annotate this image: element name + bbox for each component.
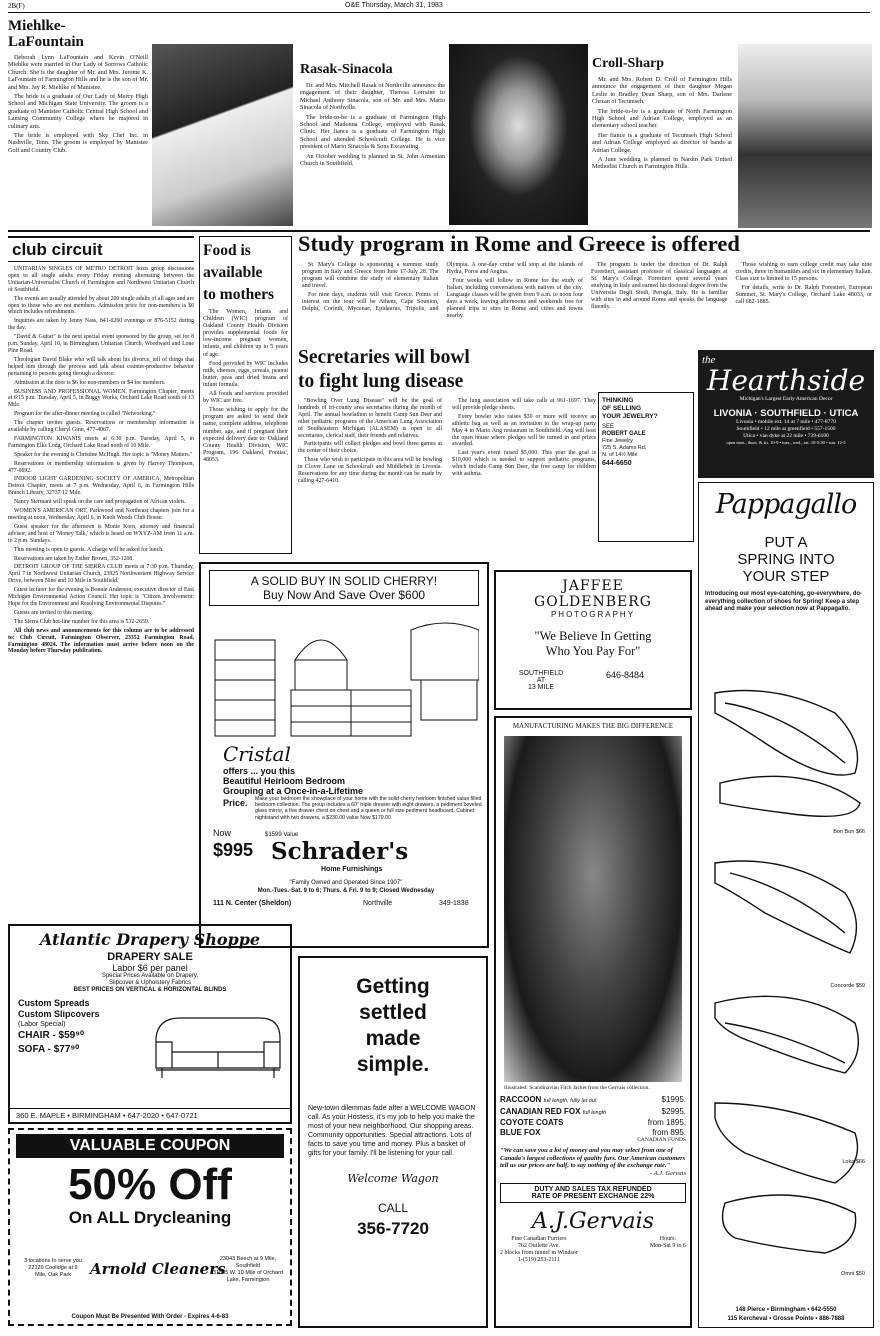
paragraph: The chapter invites guests. Reservations or membership information is available by calling Cheryl Ginn, 477-4067. (8, 420, 194, 434)
schraders-tagline: Home Furnishings (321, 866, 383, 873)
banner-line: A SOLID BUY IN SOLID CHERRY! (250, 574, 438, 588)
hours-line: Hours: (659, 1235, 677, 1242)
paragraph: Every bowler who raises $30 or more will receive an athletic bag as well as an invitation to the wrap-up party May 4 in Mario Ang restaurant in Southfield. Ang will host the open house where pledges will be turned in and prizes awarded. (452, 413, 596, 448)
store-address-block (500, 1236, 578, 1264)
ad-line: "Family Owned and Operated Since 1907" (289, 880, 403, 886)
top-rule (8, 12, 870, 13)
location-line: 23043 Beech at 9 Mile, Southfield (219, 1256, 277, 1269)
headline: Miehlke- (8, 18, 66, 34)
paragraph: All club news and announcements for this column are to be addressed to: Club Circuit, Farmington Observer, 23352 Farmington Road, Farmington 48024. The information must arrive before noon on the Monday before Thursday publication. (8, 627, 194, 655)
article-body (592, 76, 732, 171)
item-note: full length, fully let out (543, 1098, 597, 1104)
pappagallo-ad (698, 482, 874, 1328)
cristal-logo: Cristal (223, 742, 291, 766)
slogan: Who You Pay For" (545, 644, 641, 658)
location-line: 22126 Coolidge at 9 Mile, Oak Park (28, 1265, 78, 1278)
phone-number: 356-7720 (357, 1219, 429, 1238)
headline-2: LaFountain (8, 34, 84, 50)
ad-header: MANUFACTURING MAKES THE BIG DIFFERENCE (512, 722, 674, 730)
ad-body: Introducing our most eye-catching, go-everywhere, do-everything collection of shoes for Spring! Keep a step ahead and make your selection now at Pappagallo. (705, 591, 863, 612)
ad-headline (308, 974, 478, 1078)
engagement-photo (449, 44, 588, 225)
bedroom-furniture-illustration (211, 620, 479, 738)
paragraph: Admission at the door is $6 for non-members or $4 for members. (14, 379, 166, 386)
paragraph: St. Mary's College is sponsoring a summer study program in Italy and Greece from June 17-July 28. The program will combine the study of elementary Italian and travel. (302, 262, 439, 289)
item-price: $1995. (661, 1095, 686, 1104)
currency-note: CANADIAN FUNDS (637, 1137, 686, 1143)
paragraph: WOMEN'S AMERICAN ORT, Parkwood and Northeast chapters join for a meeting at noon, Wednesday, April 6, in Knob Woods Club House. (8, 508, 194, 521)
headline-line: simple. (356, 1053, 430, 1076)
call-label: CALL (377, 1201, 409, 1215)
headline: Secretaries will bowl (298, 347, 470, 368)
coupon-offer: On ALL Drycleaning (68, 1208, 232, 1227)
offer-line: Grouping at a Once-in-a-Lifetime (223, 786, 364, 796)
paragraph: DETROIT GROUP OF THE SIERRA CLUB meets at 7:30 p.m. Thursday, April 7 in Northwest Unitarian Church, 23925 Northwestern Highway Service Drive, between Nine and 10 Mile in Southfield. (8, 564, 194, 585)
paragraph: "David & Guitar" is the next special event sponsored by the group, set for 8 p.m. Sunday, April 10, in Birmingham Unitarian Church, Woodward and Lone Pine Road. (8, 334, 194, 354)
paragraph: Participants will collect pledges and bowl three games at the center of their choice. (298, 441, 442, 455)
service-line: Custom Slipcovers (18, 1009, 100, 1019)
paragraph: All foods and services provided by WIC are free. (203, 391, 288, 405)
price-row (500, 1107, 686, 1119)
sale-headline: DRAPERY SALE (107, 951, 193, 963)
article-body (8, 266, 194, 655)
sofa-price: SOFA - $77⁹⁰ (18, 1044, 80, 1055)
article-body (8, 54, 148, 154)
item-name: RACCOON (500, 1095, 542, 1104)
ad-headline: SPRING INTO (737, 551, 835, 568)
address-line: 2 blocks from tunnel in Windsor (500, 1249, 578, 1256)
hearthside-ad (698, 350, 874, 478)
sale-line: Special Prices Available on Drapery, (101, 973, 199, 979)
paragraph: Nancy Stermant will speak on the care and propagation of African violets. (14, 499, 186, 506)
paragraph: The events are usually attended by about 200 single adults of all ages and are open to those who are not members. Admission price for non-members is $6 which includes refreshments. (8, 295, 194, 316)
paragraph: A June wedding is planned in Nardin Park United Methodist Church in Farmington Hills. (592, 156, 732, 171)
ad-line: Fine Jewelry (602, 438, 633, 444)
paragraph: The program is under the direction of Dr. Ralph Forestieri, assistant professor of classical languages at St. Mary's College. Forestieri spent several years studying in Italy and earned his doctoral degree from the Universita Degli Studi, Perugia, Italy. He is familiar with sites in and around Rome and speaks the language fluently. (591, 262, 728, 310)
paragraph: Program for the after-dinner meeting is called "Networking." (14, 411, 156, 418)
store-address: 360 E. MAPLE • BIRMINGHAM • 647-2020 • 647-0721 (10, 1108, 290, 1122)
sale-line: BEST PRICES ON VERTICAL & HORIZONTAL BLINDS (73, 987, 227, 993)
atlantic-drapery-ad (8, 924, 292, 1124)
item-name: BLUE FOX (500, 1127, 541, 1137)
paragraph: Her fiance is a graduate of Tecumseh High School and Adrian College employed as director of bands at Adrian College. (592, 131, 732, 154)
studio-name: JAFFEE GOLDENBERG (534, 578, 652, 610)
item-price: from 1895. (647, 1118, 686, 1127)
studio-phone: 646-8484 (606, 670, 645, 680)
service-line: Custom Spreads (18, 998, 90, 1008)
slogan: "We Believe In Getting (534, 629, 652, 643)
studio-subtitle: PHOTOGRAPHY (550, 610, 636, 619)
ad-line: THINKING (602, 397, 634, 404)
headline-line: settled (359, 1001, 427, 1024)
paragraph: Reservations or membership information is given by Harvey Thompson, 477-0692. (8, 460, 194, 474)
paragraph: The bride-to-be is a graduate of North Farmington High School and Adrian College, employed as an elementary school teacher. (592, 107, 732, 130)
arnold-cleaners-logo: Arnold Cleaners (90, 1260, 226, 1278)
paragraph: Mr. and Mrs. Robert D. Croll of Farmington Hills announce the engagement of their daughter Megan Leslie to Bradley Dean Sharp, son of Mrs. Darlene Chrzan of Tecumseh. (592, 76, 732, 106)
coupon-locations-2 (210, 1256, 286, 1284)
store-address: 111 N. Center (Sheldon) (213, 900, 292, 907)
pappagallo-logo: Pappagallo (715, 489, 857, 520)
masthead-date: O&E Thursday, March 31, 1983 (345, 2, 443, 9)
location-line: 13 MILE (527, 684, 555, 691)
ad-line: open mon., thurs. & fri. 10-9 • tues., wed., sat. 10-5:30 • sun. 12-5 (726, 440, 846, 445)
paragraph: The bride is a graduate of Our Lady of Mercy High School and Michigan State University. The groom is a graduate of Manistee Catholic Central High School and Lansing Community College where he majored in culinary arts. (8, 93, 148, 130)
hearthside-locations: LIVONIA · SOUTHFIELD · UTICA (713, 408, 859, 419)
wedding-photo (152, 44, 293, 226)
paragraph: The lung association will take calls at 961-1697. They will provide pledge sheets. (452, 398, 596, 411)
coupon-locations (22, 1258, 84, 1279)
food-article (199, 236, 292, 554)
paragraph: Deborah Lynn LaFountain and Kevin O'Neill Miehlke were married in Our Lady of Sorrows Catholic Church. She is the daughter of Mr. and Mrs. Jerome K. LaFountain of Farmington Hills and he is the son of Mr. and Mrs. Jay R. Miehlke of Manistee. (8, 54, 148, 91)
sale-price: $995 (213, 840, 254, 860)
article-body (203, 309, 288, 464)
shoe-label: Loka $66 (842, 1159, 865, 1165)
headline-3: to mothers (203, 286, 275, 303)
ad-headline: YOUR STEP (742, 568, 830, 585)
paragraph: The bride-to-be is a graduate of Farmington High School and Madonna College, employed with Rasak Clinic. Her fiance is a graduate of Farmington High School and attended Schoolcraft College. He is vice president of Mario Sinacola & Sons Excavating. (300, 113, 445, 151)
paragraph: Last year's event raised $5,000. This year the goal is $10,000 which is needed to support pediatric programs, which include Camp Sun Deer, the free camp for children with asthma. (452, 450, 596, 478)
paragraph: Those wishing to earn college credit may take nine credits, three in humanities and six in elementary Italian. Class size is limited to 15 persons. (735, 262, 872, 282)
price-row (500, 1118, 686, 1128)
paragraph: For nine days, students will visit Greece. Points of interest on the tour will be Athens, Cape Sounion, Delphi, Corinth, Mycenae, Epidaurus, Tripolis, and Olympia. A one-day cruise will stop at the islands of Hydra, Poros and Aegina. (302, 262, 583, 312)
paragraph: Theologian David Blake who will talk about his divorce, tell of things that helped him through the process and talk about counter-productive behavior pertaining to persons going through a divorce. (8, 356, 194, 377)
chair-price: CHAIR - $59⁹⁰ (18, 1030, 84, 1041)
item-price: from 895. (652, 1127, 686, 1137)
testimonial-signature: - A.J. Gervais (650, 1169, 686, 1177)
couple-photo (738, 44, 872, 228)
sale-line: Labor $6 per panel (112, 963, 188, 973)
store-address: 115 Kercheval • Grosse Pointe • 886-7888 (727, 1316, 845, 1322)
paragraph: Guest speaker for the afternoon is Monte Korn, attorney and financial advisor, and host of 'Money Talk,' which is heard on WXYZ-AM from 11 a.m. to 2 p.m. Sundays. (8, 523, 194, 544)
hours-line: Mon-Sat 9 to 6 (649, 1242, 686, 1249)
fur-coat-photo (504, 736, 682, 1082)
testimonial: "We can save you a lot of money and you may select from one of Canada's largest collections of quality furs. Our American customers tell us our prices are half, to say nothing of the exchange rate." (500, 1147, 686, 1169)
location-line: AT (536, 677, 546, 684)
headline-2: available (203, 264, 263, 281)
ad-line: Livonia • mobile ext. 14 at 7 mile • 477-8770 (736, 419, 836, 425)
photo-caption: Illustrated: Scandinavian Fitch Jacket from the Gervais collection. (504, 1085, 650, 1091)
ad-line: 725 S. Adams Rd. (602, 445, 647, 451)
wedding-miehlke (8, 18, 148, 156)
paragraph: Guest lecturer for the evening is Bonnie Anderson, executive director of East Michigan Environmental Action Council. Her topic is "Citizen Involvement: Hope for the Environment and Resolving Environmental Disputes." (8, 587, 194, 607)
paragraph: Guests are invited to this meeting. (14, 609, 94, 616)
paragraph: UNITARIAN SINGLES OF METRO DETROIT hosts group discussions open to all single adults every Friday evening alternating between the Unitarian-Universalist Church of Farmington and Northwest Unitarian Church of Southfield. (8, 266, 194, 293)
paragraph: For details, write to Dr. Ralph Forestieri, European Summer, St. Mary's College, Orchard Lake 48033, or call 682-1885. (735, 285, 872, 305)
ad-line: Southfield • 12 mile at greenfield • 557-1500 (736, 426, 836, 432)
store-hours: Mon.-Tues.-Sat. 9 to 6; Thurs. & Fri. 9 to 9; Closed Wednesday (257, 888, 435, 894)
ad-line: Utica • van dyke at 22 mile • 739-6100 (743, 433, 829, 439)
item-name: COYOTE COATS (500, 1118, 564, 1127)
paragraph: Those who wish to participate in this area will be bowling in Clover Lane on Schoolcraft and Middlebelt in Livonia. Reservations for any time during the month can be made by calling 427-6410. (298, 457, 442, 484)
location-line: 31855 W. 10 Mile of Orchard Lake, Farmington (212, 1270, 283, 1283)
was-price: $1599 Value (265, 832, 299, 838)
ad-offer (223, 766, 483, 796)
store-city: Northville (363, 900, 393, 907)
dry-cleaning-coupon[interactable] (8, 1128, 292, 1326)
gervais-furs-ad (494, 716, 692, 1328)
coupon-discount: 50% Off (68, 1160, 232, 1209)
offer-line: Beautiful Heirloom Bedroom (223, 776, 346, 786)
price-row (500, 1128, 686, 1138)
jaffee-ad (494, 570, 692, 710)
paragraph: Speaker for the evening is Christine McHugh. Her topic is "Money Matters." (14, 451, 193, 458)
column-title: club circuit (8, 236, 194, 262)
item-note: full length (582, 1109, 607, 1116)
drapery-logo: Atlantic Drapery Shoppe (39, 930, 261, 949)
duty-line: RATE OF PRESENT EXCHANGE 22% (531, 1192, 655, 1200)
duty-box (500, 1183, 686, 1203)
schraders-ad (199, 562, 489, 948)
paragraph: The bride is employed with Sky Chef Inc. in Nashville, Tenn. The groom is employed by Manistee Golf and Country Club. (8, 132, 148, 154)
paragraph: Inquiries are taken by Jenny Nass, 841-0260 evenings or 876-5152 during the day. (8, 318, 194, 332)
article-body (300, 82, 445, 167)
paragraph: Reservations are taken by Esther Brown, 352-1208. (14, 555, 134, 562)
banner-line: Buy Now And Save Over $600 (262, 588, 426, 602)
paragraph: The Women, Infants and Children (WIC) program of Oakland County Health Division provides supplemental foods for low-income pregnant women, infants, and children up to 5 years of age. (203, 309, 288, 358)
service-line: (Labor Special) (18, 1021, 66, 1028)
ad-line: SEE (602, 424, 615, 430)
article-body (298, 398, 596, 554)
robert-gale-ad (598, 392, 694, 542)
ad-line: N. of 14½ Mile (602, 452, 638, 458)
paragraph: INDOOR LIGHT GARDENING SOCIETY OF AMERICA, Metropolitan Detroit Chapter, meets at 7 p.m. Wednesday, April 6, in Farmington Hills Branch Library, 32737 12 Mile. (8, 476, 194, 497)
hearthside-tagline: Michigan's Largest Early American Decor (739, 396, 833, 402)
headline-line: made (365, 1027, 421, 1050)
address-line: 762 Ouilette Ave. (517, 1242, 560, 1249)
welcome-wagon-ad (298, 956, 488, 1328)
offer-line: Price. (223, 798, 248, 808)
studio-location (506, 670, 576, 691)
study-headline: Study program in Rome and Greece is offered (298, 231, 740, 256)
club-circuit-column (8, 236, 194, 657)
item-price: $2995. (661, 1106, 686, 1116)
ad-description: Make your bedroom the showplace of your home with the solid cherry heirloom finished value filled bedroom collection. The group includes a 60" triple dresser with eight drawers, a pediment beveled glass mirror, a five drawer chest on chest and a queen or full size pediment headboard. Cabinet nightstand with two drawers, a $230.00 value Now $179.00 (255, 796, 482, 821)
price-list (500, 1095, 686, 1137)
engagement-rasak (300, 62, 445, 169)
store-address: 148 Pierce • Birmingham • 642-5550 (735, 1307, 837, 1313)
paragraph: FARMINGTON KIWANIS meets at 6:30 p.m. Tuesday, April 5, in Farmington Elks Lodg, Orchard Lake Road north of 10 Mile. (8, 435, 194, 449)
hearthside-logo: Hearthside (706, 364, 866, 397)
paragraph: The Sierra Club hot-line number for this area is 532-2659. (14, 618, 150, 625)
paragraph: An October wedding is planned in St. John Armenian Church in Southfield. (300, 152, 445, 168)
address-line: 1-(519) 253-2111 (517, 1256, 560, 1263)
address-line: Fine Canadian Furriers (511, 1235, 567, 1242)
coupon-banner: VALUABLE COUPON (16, 1134, 284, 1158)
shoe-label: Concorde $59 (830, 983, 865, 989)
bowl-article (298, 346, 596, 554)
study-article-body (302, 262, 872, 350)
now-label: Now (213, 828, 232, 838)
page-number: 2B(F) (8, 2, 25, 10)
ad-line: OF SELLING (602, 405, 641, 412)
paragraph: BUSINESS AND PROFESSIONAL WOMEN, Farmington Chapter, meets at 6:15 p.m. Tuesday, April 5, in Buggy Works, Orchard Lake Road south of 13 Mile. (8, 388, 194, 409)
headline: Croll-Sharp (592, 56, 665, 71)
ad-line: ROBERT GALE (602, 431, 646, 437)
ad-banner (209, 570, 479, 606)
ad-phone: 644-6650 (602, 460, 632, 467)
sofa-illustration (150, 1008, 286, 1088)
location-line: SOUTHFIELD (518, 670, 564, 677)
store-info (500, 1236, 686, 1264)
paragraph: Food provided by WIC includes milk, cheeses, eggs, cereals, peanut butter, peas and dried beans and infant formula. (203, 360, 288, 388)
engagement-croll (592, 56, 732, 173)
headline: Food is (203, 242, 251, 259)
paragraph: Those wishing to apply for the program are asked to send their name, complete address, telephone number, age, and if pregnant their expected delivery date to: Oakland County Health Division, WIC Program, 196 Oakland, Pontiac, 48053. (203, 407, 288, 463)
ad-line: YOUR JEWELRY? (602, 413, 658, 420)
coupon-terms: Coupon Must Be Presented With Order - Expires 4-6-83 (71, 1314, 229, 1320)
schraders-logo: Schrader's (271, 838, 409, 865)
gervais-logo: A.J.Gervais (532, 1208, 654, 1234)
paragraph: Dr. and Mrs. Mitchell Rasak of Northville announce the engagement of their daughter, Theresa Lorraine to Michael Anthony Sinacola, son of Mr. and Mrs. Mario Sinacola of Northville. (300, 82, 445, 112)
store-phone: 349-1838 (439, 900, 469, 907)
ad-headline: PUT A (764, 534, 808, 551)
welcome-wagon-logo: Welcome Wagon (347, 1172, 439, 1185)
duty-line: DUTY AND SALES TAX REFUNDED (534, 1185, 652, 1193)
location-line: 3 locations to serve you (24, 1258, 82, 1264)
shoe-label: Bon Bon $66 (833, 829, 865, 835)
offer-line: offers ... you this (223, 766, 296, 776)
shoe-label: Omni $50 (841, 1271, 865, 1277)
store-hours-block (650, 1236, 686, 1264)
headline: Rasak-Sinacola (300, 62, 393, 77)
paragraph: This meeting is open to guests. A charge will be asked for lunch. (14, 546, 164, 553)
shoes-illustration (705, 673, 869, 1273)
hearthside-the: the (702, 354, 716, 366)
headline-2: to fight lung disease (298, 371, 464, 392)
paragraph: Four weeks will follow in Rome for the study of Italian, including conversations with natives of the city. Language classes will be given from 9 a.m. to noon four days a week, leaving afternoons and weekends free for planned trips to sites in Rome and cities and towns nearby. (446, 278, 583, 319)
ad-body: New-town dilemmas fade after a WELCOME WAGON call. As your Hostess, it's my job to help you make the most of your new neighborhood. Our shopping areas. Community opportunities. Special attractions. Lots of facts to save you time and money. Plus a basket of gifts for your family. I'll be listening for your call. (308, 1105, 476, 1157)
item-name: CANADIAN RED FOX (500, 1106, 581, 1116)
headline-line: Getting (356, 975, 430, 998)
price-row (500, 1095, 686, 1107)
sale-line: Slipcover & Upholstery Fabrics (108, 980, 192, 986)
paragraph: "Bowling Over Lung Disease" will be the goal of hundreds of tri-county area secretaries during the month of April. The annual bowlathon to benefit Camp Sun Deer and other pediatric programs of the American Lung Association of Southeastern Michigan (ALASEM) is open to all secretaries, clerical staff, their friends and relatives. (298, 398, 442, 439)
